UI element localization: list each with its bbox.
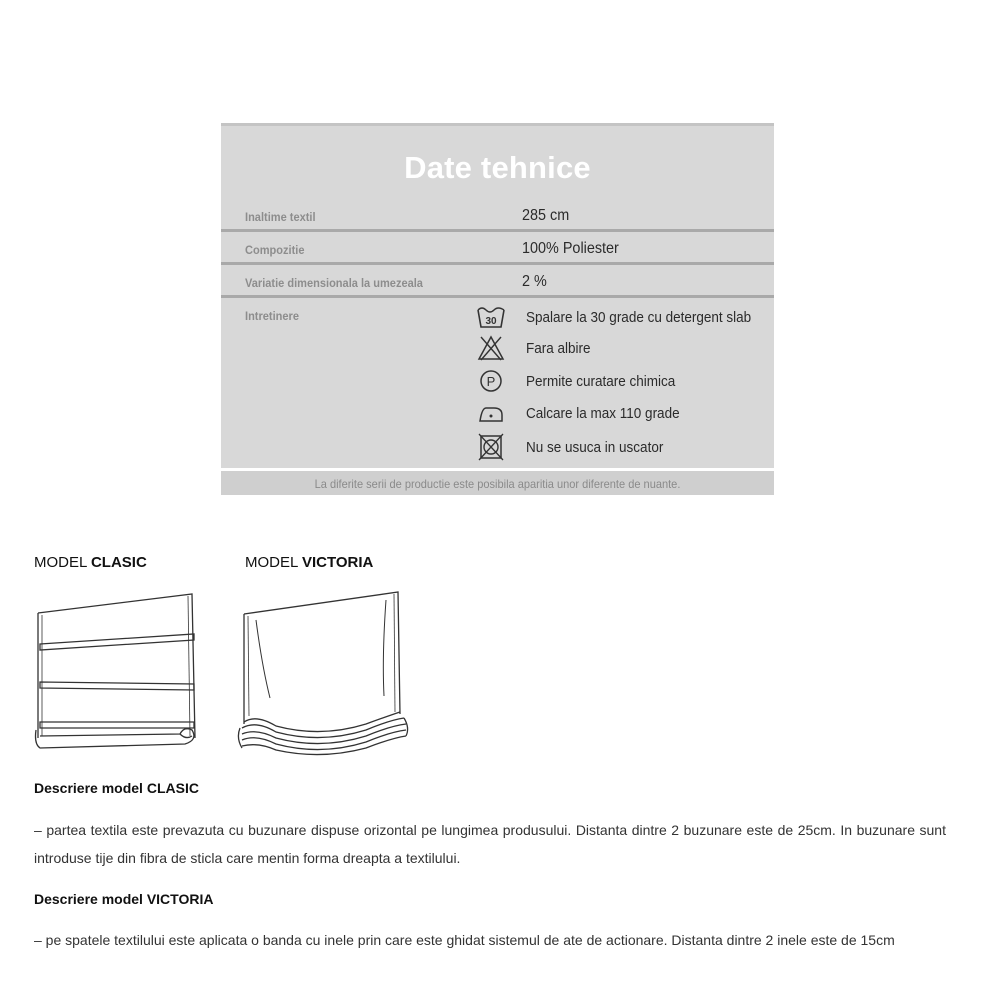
model-name: CLASIC: [90, 554, 147, 571]
tech-row-dimensional-variation: [221, 265, 774, 298]
description-clasic-heading: Descriere model CLASIC: [34, 780, 199, 796]
tech-row-composition: [221, 232, 774, 265]
description-clasic-text: – partea textila este prevazuta cu buzunare dispuse orizontal pe lungimea produsului. Distanta dintre 2 buzunare este de 25cm. In buzunare sunt introduse tije din fibra de sticla care mentin forma dreapta a textilului.: [34, 822, 946, 866]
model-clasic-title: [34, 554, 147, 571]
footnote-band: [221, 468, 774, 495]
tech-row-textile-height: [221, 199, 774, 232]
no-tumble-dry-icon: [476, 433, 506, 461]
model-prefix: MODEL: [245, 554, 302, 571]
roman-blind-victoria-drawing: [236, 586, 416, 766]
row-value: 2 %: [522, 273, 547, 290]
model-prefix: MODEL: [34, 554, 91, 571]
color-variation-note: La diferite serii de productie este posibila aparitia unor diferente de nuante.: [314, 477, 681, 491]
svg-text:30: 30: [485, 316, 497, 327]
row-label: Variatie dimensionala la umezeala: [245, 276, 423, 290]
care-item-no-bleach: [476, 334, 766, 364]
row-label: Intretinere: [245, 309, 299, 323]
care-text: Nu se usuca in uscator: [526, 439, 664, 456]
roman-blind-clasic-drawing: [30, 588, 205, 758]
care-text: Spalare la 30 grade cu detergent slab: [526, 309, 752, 326]
description-victoria-heading: Descriere model VICTORIA: [34, 891, 214, 907]
technical-data-title: Date tehnice: [404, 150, 591, 185]
care-item-no-tumble-dry: [476, 433, 766, 463]
care-item-dry-clean: [476, 367, 766, 397]
care-item-iron: [476, 399, 766, 429]
model-name: VICTORIA: [301, 554, 374, 571]
dry-clean-p-icon: [476, 367, 506, 395]
model-victoria-title: [245, 554, 373, 571]
description-victoria-text: – pe spatele textilului este aplicata o banda cu inele prin care este ghidat sistemul de ate de actionare. Distanta dintre 2 inele este de 15cm: [34, 932, 895, 948]
technical-data-panel: [221, 123, 774, 495]
row-label: Compozitie: [245, 243, 305, 257]
care-item-wash: [476, 303, 766, 333]
care-text: Calcare la max 110 grade: [526, 405, 680, 422]
wash-30-icon: [476, 303, 506, 331]
row-value: 100% Poliester: [522, 240, 619, 257]
care-text: Fara albire: [526, 340, 591, 357]
svg-text:P: P: [486, 374, 496, 389]
no-bleach-icon: [476, 334, 506, 362]
care-text: Permite curatare chimica: [526, 373, 676, 390]
row-label: Inaltime textil: [245, 210, 316, 224]
row-value: 285 cm: [522, 207, 570, 224]
iron-low-icon: [476, 399, 506, 427]
